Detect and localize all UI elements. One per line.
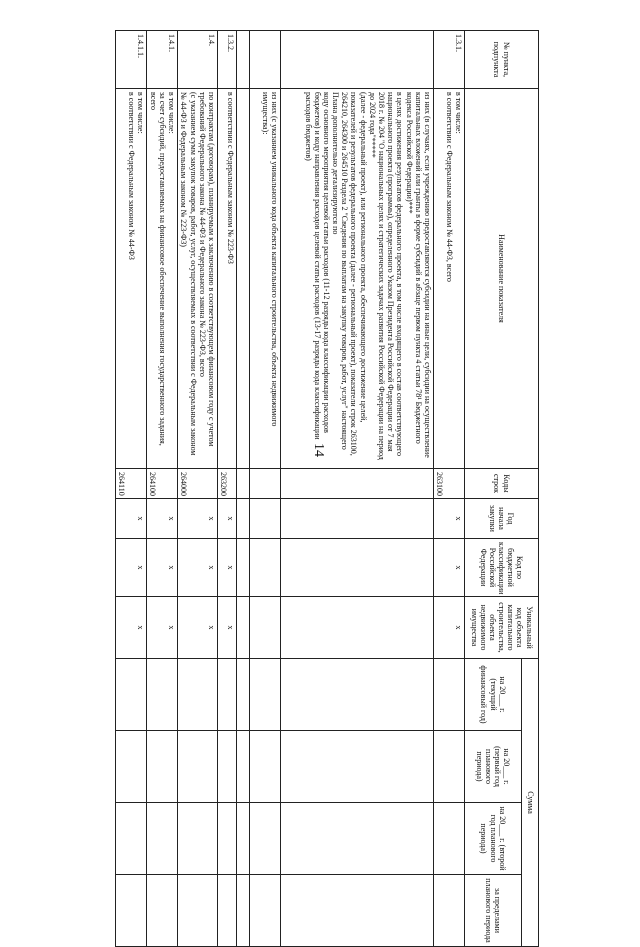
cell-sum — [237, 659, 250, 731]
cell-code — [250, 469, 281, 499]
cell-code — [281, 469, 434, 499]
cell-name: по контрактам (договорам), планируемым к заключению в соответствующем финансовом году с учетом требований Федерального закона № 44-ФЗ и Федерального закона № 223-ФЗ, всего (с указанием сумм закупок товаров, работ, услуг, осуществляемых в соответствии с Федеральным законом № 44-ФЗ и Федеральным законом № 223-ФЗ) — [178, 89, 218, 469]
cell-sum — [178, 803, 218, 875]
cell-code: 264100 — [147, 469, 178, 499]
cell-year — [237, 499, 250, 539]
cell-bk-code — [281, 539, 434, 597]
table-row — [178, 31, 218, 947]
header-sum-group: Сумма — [522, 659, 539, 947]
cell-unique-code — [237, 597, 250, 659]
cell-sum — [250, 875, 281, 947]
cell-sum — [147, 731, 178, 803]
cell-num: 1.4. — [178, 31, 218, 89]
cell-sum — [147, 803, 178, 875]
cell-year — [281, 499, 434, 539]
cell-sum — [147, 875, 178, 947]
cell-unique-code: x — [116, 597, 147, 659]
cell-sum — [147, 659, 178, 731]
cell-code: 264000 — [178, 469, 218, 499]
cell-num: 1.3.2. — [218, 31, 237, 89]
cell-sum — [178, 875, 218, 947]
cell-unique-code: x — [178, 597, 218, 659]
cell-sum — [281, 875, 434, 947]
cell-sum — [237, 875, 250, 947]
cell-unique-code: x — [218, 597, 237, 659]
cell-code: 264110 — [116, 469, 147, 499]
header-sum-second: на 20___ г. (второй год планового периода) — [465, 803, 522, 875]
cell-sum — [116, 875, 147, 947]
cell-sum — [434, 659, 465, 731]
cell-year — [250, 499, 281, 539]
header-bk-code: Код по бюджетной классификации Российской Федерации — [465, 539, 539, 597]
page-number: 14 — [311, 443, 326, 457]
cell-bk-code — [237, 539, 250, 597]
cell-year: x — [178, 499, 218, 539]
header-num: № пункта, подпункта — [465, 31, 539, 89]
cell-sum — [178, 659, 218, 731]
cell-bk-code: x — [178, 539, 218, 597]
header-code: Коды строк — [465, 469, 539, 499]
cell-year: x — [434, 499, 465, 539]
header-sum-beyond: за пределами планового периода — [465, 875, 522, 947]
cell-sum — [116, 659, 147, 731]
cell-name: в том числе: в соответствии с Федеральным законом № 44-ФЗ — [116, 89, 147, 469]
cell-num: 1.4.1. — [147, 31, 178, 89]
cell-sum — [237, 731, 250, 803]
cell-sum — [218, 875, 237, 947]
cell-code: 263100 — [434, 469, 465, 499]
procurement-table — [115, 30, 539, 947]
cell-bk-code — [250, 539, 281, 597]
table-row — [147, 31, 178, 947]
cell-sum — [237, 803, 250, 875]
cell-num: 1.3.1. — [434, 31, 465, 89]
cell-num — [250, 31, 281, 89]
cell-sum — [250, 659, 281, 731]
cell-sum — [116, 803, 147, 875]
table-row — [237, 31, 250, 947]
cell-name: из них (с указанием уникального кода объекта капитального строительства, объекта недвижимого имущества): — [250, 89, 281, 469]
cell-year: x — [147, 499, 178, 539]
cell-bk-code: x — [218, 539, 237, 597]
cell-unique-code: x — [147, 597, 178, 659]
table-row — [218, 31, 237, 947]
cell-sum — [281, 803, 434, 875]
cell-sum — [116, 731, 147, 803]
cell-num: 1.4.1.1. — [116, 31, 147, 89]
header-year: Год начала закупки — [465, 499, 539, 539]
cell-sum — [434, 731, 465, 803]
table-row — [281, 31, 434, 947]
table-row — [250, 31, 281, 947]
cell-name — [237, 89, 250, 469]
header-sum-current: на 20___ г. (текущий финансовый год) — [465, 659, 522, 731]
cell-num — [237, 31, 250, 89]
cell-sum — [178, 731, 218, 803]
cell-sum — [218, 803, 237, 875]
cell-code: 263200 — [218, 469, 237, 499]
header-sum-first: на 20___ г. (первый год планового периода) — [465, 731, 522, 803]
cell-unique-code: x — [434, 597, 465, 659]
table-row — [116, 31, 147, 947]
cell-sum — [434, 875, 465, 947]
cell-name: из них (в случаях, если учреждению предоставляются субсидии на иные цели, субсидии на осуществление капитальных вложений или гранты в форме субсидий в абзаце первом пункта 4 статьи 78¹ Бюджетного кодекса Российской Федерации)*** в целях достижения результатов федерального проекта, в том числе входящего в состав соответствующего национального проекта (программы), определенного Указом Президента Российской Федерации от 7 мая 2018 г. № 204 "О национальных целях и стратегических задачах развития Российской Федерации на период до 2024 года"***** (далее - федеральный проект), или регионального проекта, обеспечивающего достижение целей, показателей и результатов федерального проекта (далее - региональный проект), показатели строк 263100, 264210, 264300 и 264510 Раздела 2 "Сведения по выплатам на закупку товаров, работ, услуг" настоящего Плана дополнительно детализируются по коду основного мероприятия целевой статьи расходов (11-12 разряды кода классификации расходов бюджетов) и коду направления расходов целевой статьи расходов (13-17 разряды кода классификации расходов бюджетов) — [281, 89, 434, 469]
cell-bk-code: x — [434, 539, 465, 597]
cell-sum — [218, 659, 237, 731]
cell-sum — [250, 731, 281, 803]
cell-sum — [281, 659, 434, 731]
table-row — [434, 31, 465, 947]
cell-bk-code: x — [147, 539, 178, 597]
cell-unique-code — [281, 597, 434, 659]
cell-name: в том числе: в соответствии с Федеральным законом № 44-ФЗ, всего — [434, 89, 465, 469]
cell-year: x — [116, 499, 147, 539]
cell-year: x — [218, 499, 237, 539]
cell-unique-code — [250, 597, 281, 659]
cell-bk-code: x — [116, 539, 147, 597]
cell-code — [237, 469, 250, 499]
cell-name: в соответствии с Федеральным законом № 223-ФЗ — [218, 89, 237, 469]
header-unique-code: Уникальный код объекта капитального строительства, объекта недвижимого имущества — [465, 597, 539, 659]
cell-num — [281, 31, 434, 89]
cell-sum — [281, 731, 434, 803]
cell-sum — [218, 731, 237, 803]
cell-name: в том числе: за счет субсидий, предоставляемых на финансовое обеспечение выполнения государственного задания, всего — [147, 89, 178, 469]
header-name: Наименование показателя — [465, 89, 539, 469]
cell-sum — [250, 803, 281, 875]
cell-sum — [434, 803, 465, 875]
rotated-table-container — [99, 30, 539, 943]
